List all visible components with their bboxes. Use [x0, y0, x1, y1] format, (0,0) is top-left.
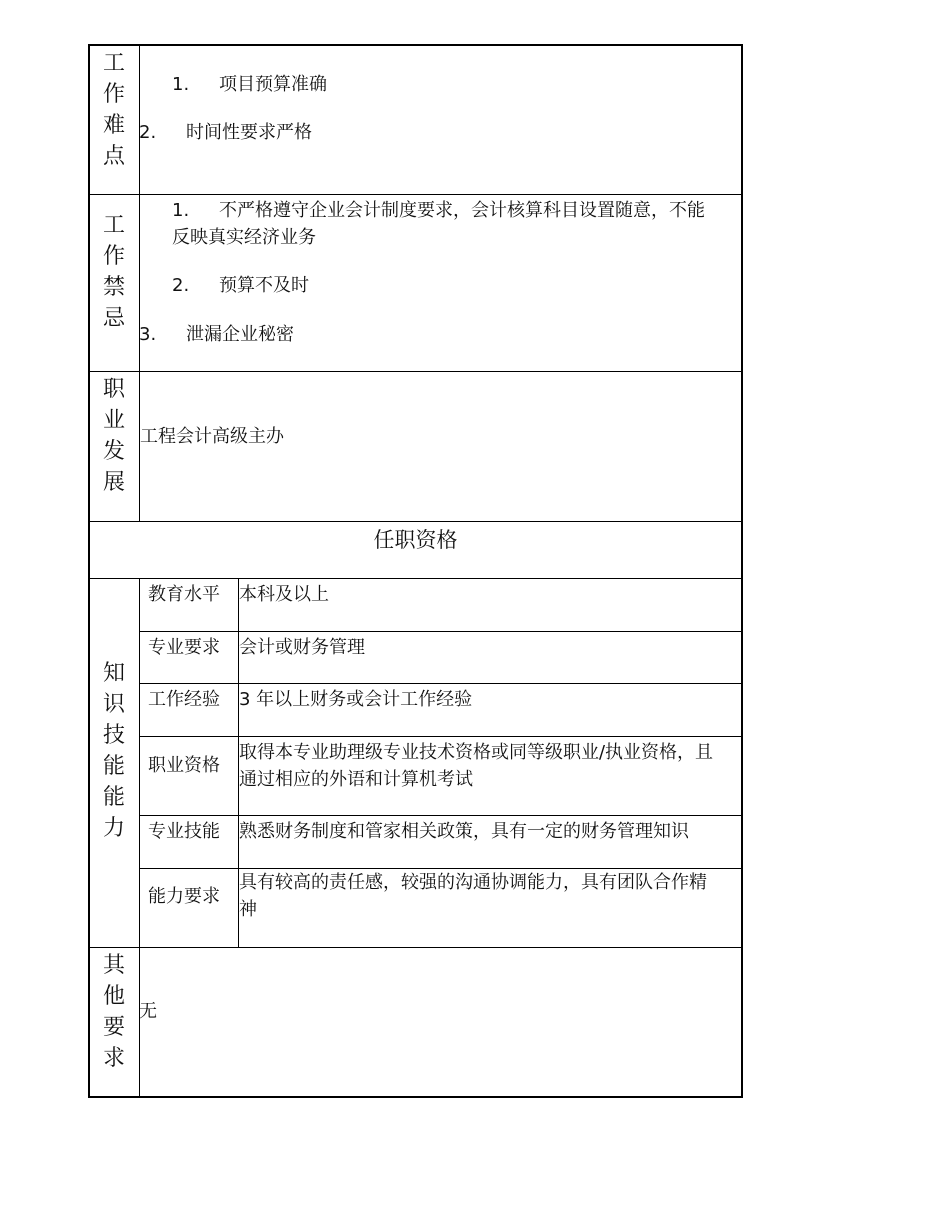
difficulty-item: 2. 时间性要求严格	[139, 122, 312, 143]
qualification-title: 任职资格	[373, 528, 458, 552]
certification-key: 职业资格	[148, 755, 220, 776]
prohibition-item: 3. 泄漏企业秘密	[139, 324, 294, 345]
ability-value-continued: 神	[239, 899, 257, 920]
other-label: 其 他 要 求	[102, 953, 125, 1071]
row-divider	[139, 736, 743, 737]
education-key: 教育水平	[148, 584, 220, 605]
ability-value: 具有较高的责任感，较强的沟通协调能力，具有团队合作精	[239, 872, 707, 893]
education-value: 本科及以上	[239, 584, 329, 605]
knowledge-label: 知 识 技 能 能 力	[102, 661, 125, 841]
row-divider	[88, 371, 743, 372]
prohibition-item: 1. 不严格遵守企业会计制度要求，会计核算科目设置随意，不能	[172, 200, 705, 221]
difficulty-label: 工 作 难 点	[102, 51, 125, 169]
major-value: 会计或财务管理	[239, 637, 365, 658]
row-divider	[88, 947, 743, 948]
row-divider	[139, 631, 743, 632]
prohibition-item: 2. 预算不及时	[172, 275, 309, 296]
experience-key: 工作经验	[148, 689, 220, 710]
career-text: 工程会计高级主办	[140, 426, 284, 447]
major-key: 专业要求	[148, 637, 220, 658]
row-divider	[139, 815, 743, 816]
row-divider	[88, 194, 743, 195]
other-text: 无	[139, 1001, 157, 1022]
skills-key: 专业技能	[148, 821, 220, 842]
row-divider	[88, 521, 743, 522]
skills-value: 熟悉财务制度和管家相关政策，具有一定的财务管理知识	[239, 821, 689, 842]
difficulty-item: 1. 项目预算准确	[172, 74, 327, 95]
ability-key: 能力要求	[148, 886, 220, 907]
experience-value: 3 年以上财务或会计工作经验	[239, 689, 473, 710]
career-label: 职 业 发 展	[102, 377, 125, 495]
column-divider	[139, 44, 140, 522]
prohibition-item-continued: 反映真实经济业务	[172, 227, 316, 248]
prohibitions-label: 工 作 禁 忌	[102, 213, 125, 331]
certification-value: 取得本专业助理级专业技术资格或同等级职业/执业资格，且	[239, 742, 714, 763]
certification-value-continued: 通过相应的外语和计算机考试	[239, 769, 473, 790]
row-divider	[139, 683, 743, 684]
row-divider	[88, 578, 743, 579]
